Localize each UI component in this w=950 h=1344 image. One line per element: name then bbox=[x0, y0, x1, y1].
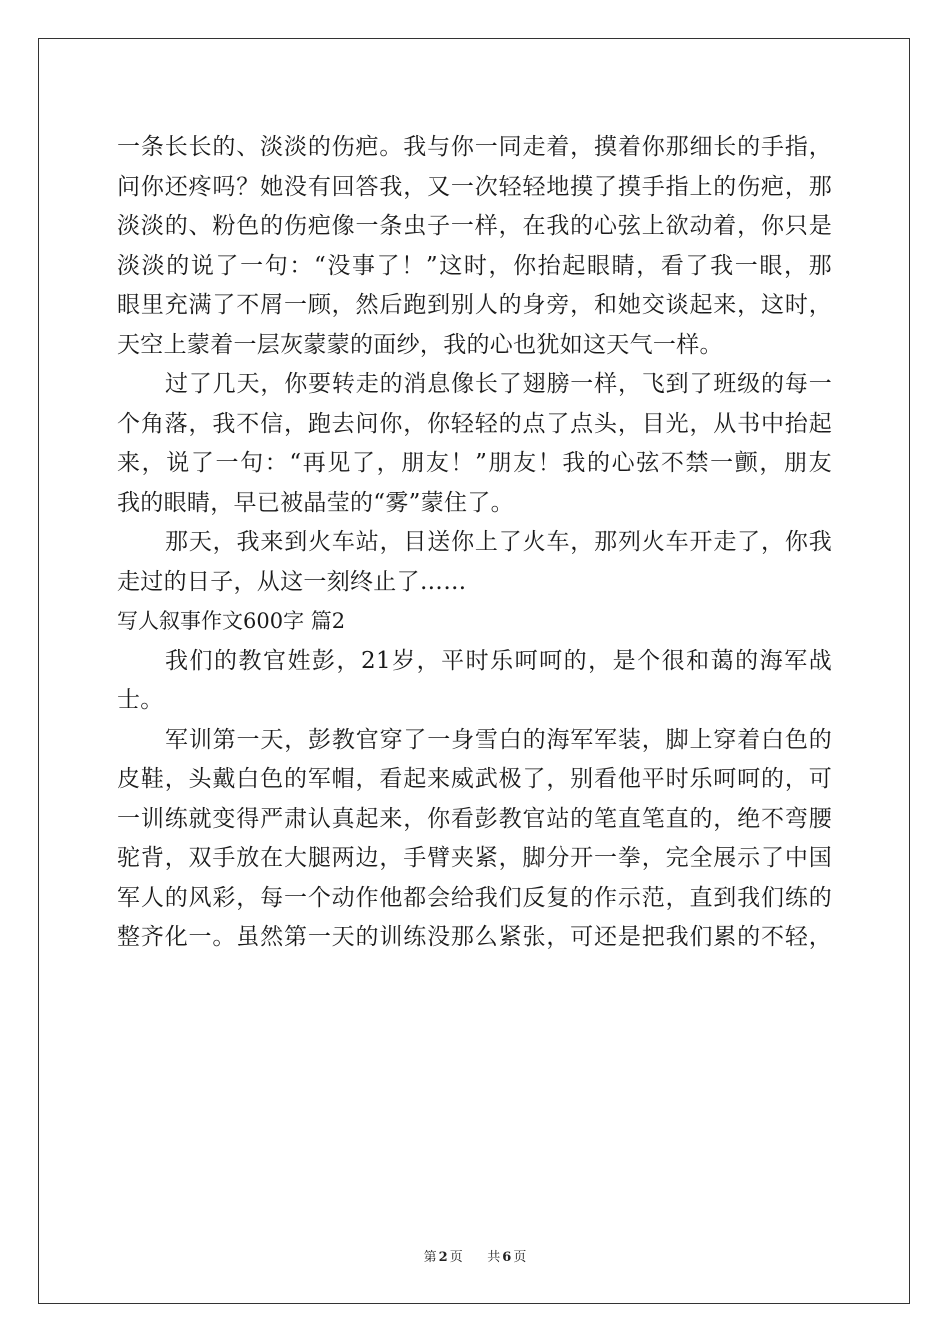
text-line: 我的眼睛，早已被晶莹的“雾”蒙住了。 bbox=[117, 489, 514, 516]
text-line: 淡淡的、粉色的伤疤像一条虫子一样，在我的心弦上欲动着，你只是 bbox=[117, 213, 832, 239]
page-footer bbox=[0, 1246, 950, 1265]
text-line: 眼里充满了不屑一顾，然后跑到别人的身旁，和她交谈起来，这时， bbox=[117, 292, 832, 318]
text-line: 淡淡的说了一句：“没事了！”这时，你抬起眼睛，看了我一眼，那 bbox=[117, 252, 832, 279]
text-line: 一条长长的、淡淡的伤疤。我与你一同走着，摸着你那细长的手指， bbox=[117, 134, 832, 160]
text-line: 个角落，我不信，跑去问你，你轻轻的点了点头，目光，从书中抬起 bbox=[117, 410, 832, 437]
text-line: 驼背，双手放在大腿两边，手臂夹紧，脚分开一拳，完全展示了中国 bbox=[117, 845, 832, 871]
section-heading: 写人叙事作文600字 篇2 bbox=[117, 609, 346, 633]
paragraph-first-line: 那天，我来到火车站，目送你上了火车，那列火车开走了，你我 bbox=[165, 529, 832, 555]
text-line: 军人的风彩，每一个动作他都会给我们反复的作示范，直到我们练的 bbox=[117, 884, 832, 911]
text-line: 问你还疼吗？她没有回答我，又一次轻轻地摸了摸手指上的伤疤，那 bbox=[117, 173, 832, 200]
paragraph-first-line: 军训第一天，彭教官穿了一身雪白的海军军装，脚上穿着白色的 bbox=[165, 726, 832, 753]
text-line: 士。 bbox=[117, 687, 164, 713]
text-line: 整齐化一。虽然第一天的训练没那么紧张，可还是把我们累的不轻， bbox=[117, 924, 832, 950]
total-pages-label: 共 6 页 bbox=[487, 1250, 527, 1265]
page-number-label: 第 2 页 bbox=[423, 1250, 463, 1265]
document-body bbox=[117, 128, 832, 958]
text-line: 走过的日子，从这一刻终止了…… bbox=[117, 568, 467, 595]
text-line: 一训练就变得严肃认真起来，你看彭教官站的笔直笔直的，绝不弯腰 bbox=[117, 805, 832, 832]
paragraph-first-line: 过了几天，你要转走的消息像长了翅膀一样，飞到了班级的每一 bbox=[165, 371, 832, 397]
text-line: 天空上蒙着一层灰蒙蒙的面纱，我的心也犹如这天气一样。 bbox=[117, 331, 723, 358]
text-line: 皮鞋，头戴白色的军帽，看起来威武极了，别看他平时乐呵呵的，可 bbox=[117, 766, 832, 792]
text-line: 来，说了一句：“再见了，朋友！”朋友！我的心弦不禁一颤，朋友 bbox=[117, 450, 832, 476]
paragraph-first-line: 我们的教官姓彭，21岁，平时乐呵呵的，是个很和蔼的海军战 bbox=[165, 647, 832, 674]
